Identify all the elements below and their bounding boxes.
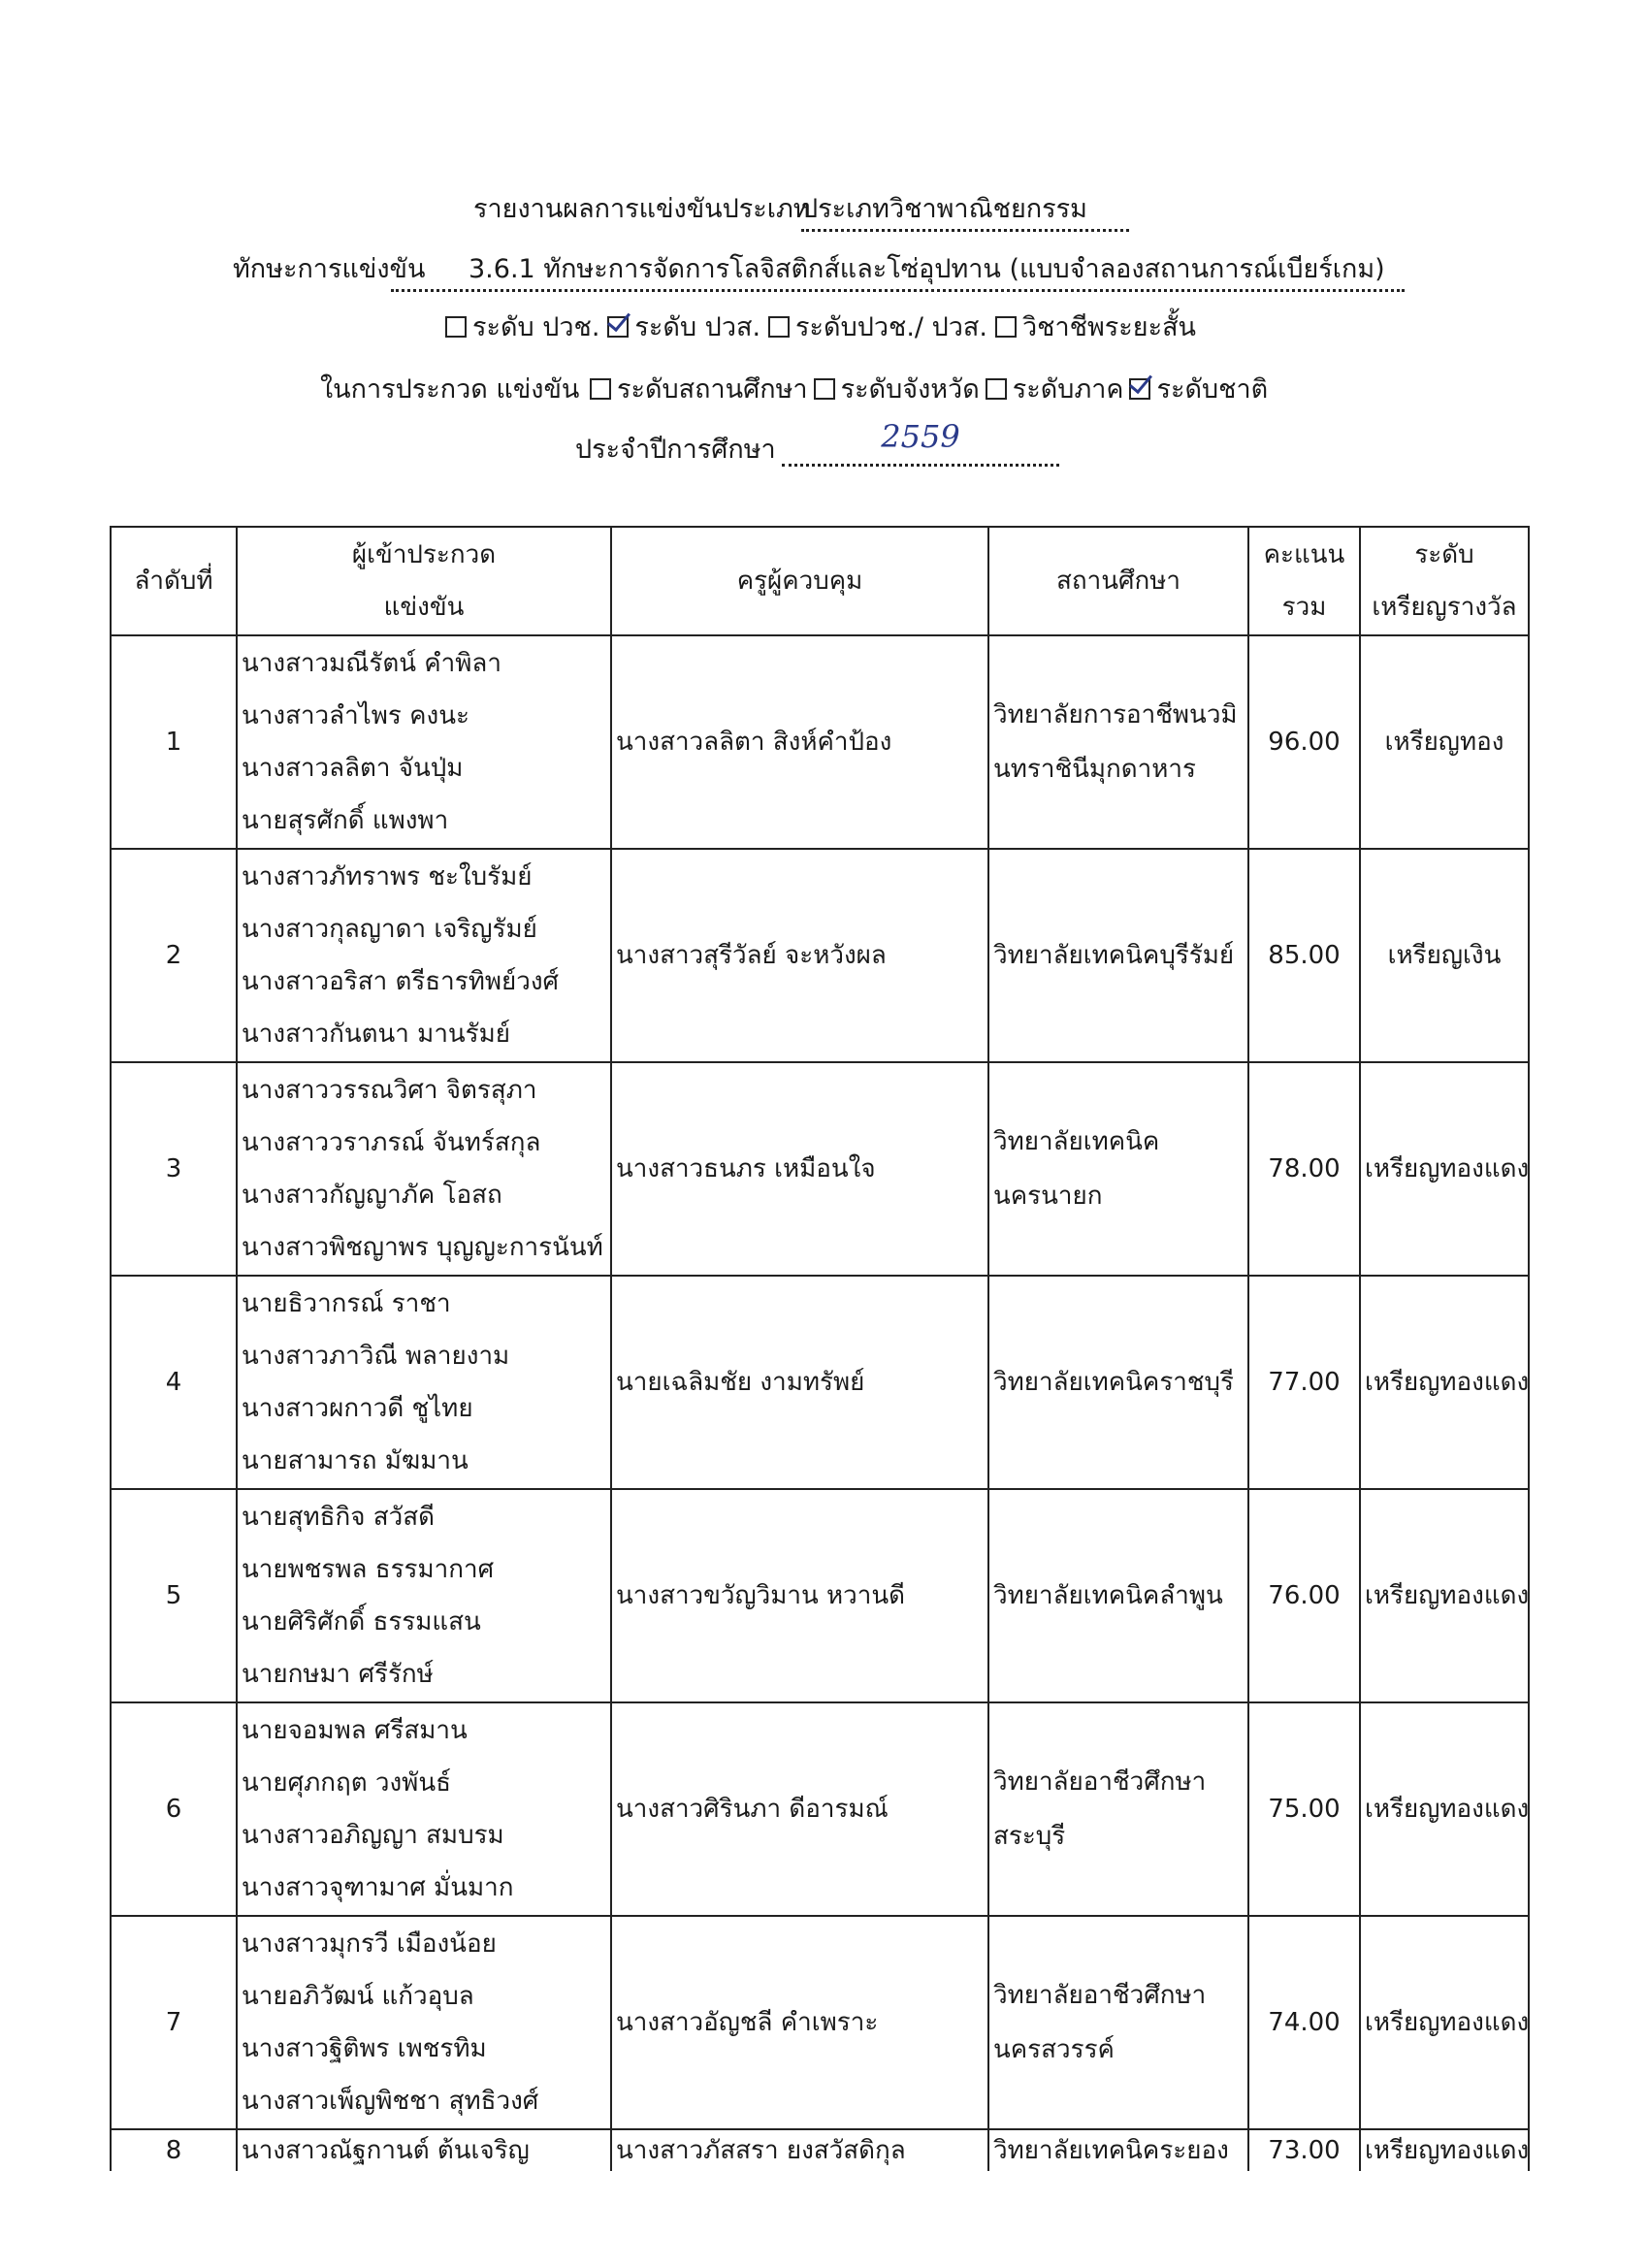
academic-year-label: ประจำปีการศึกษา bbox=[575, 435, 776, 465]
header-order: ลำดับที่ bbox=[111, 527, 237, 635]
competitor-name: นายอภิวัฒน์ แก้วอุบล bbox=[242, 1982, 474, 2011]
cell-competitors bbox=[237, 1276, 611, 1489]
cell-competitors bbox=[237, 1916, 611, 2129]
competitor-name: นางสาวภัทราพร ชะใบรัมย์ bbox=[242, 862, 533, 891]
cell-teacher: นางสาวอัญชลี คำเพราะ bbox=[611, 1916, 988, 2129]
competitor-name: นายสุรศักดิ์ แพงพา bbox=[242, 806, 449, 835]
school-name-line: นครนายก bbox=[993, 1182, 1103, 1211]
competitor-name: นางสาวลำไพร คงนะ bbox=[242, 701, 469, 730]
competition-level-option-label: ระดับสถานศึกษา bbox=[617, 374, 808, 405]
checked-box-icon bbox=[607, 316, 629, 338]
cell-order: 7 bbox=[111, 1916, 237, 2129]
table-row bbox=[111, 849, 1529, 1062]
header-award: ระดับ เหรียญรางวัล bbox=[1360, 527, 1529, 635]
cell-order: 3 bbox=[111, 1062, 237, 1276]
cell-competitors bbox=[237, 1489, 611, 1702]
cell-teacher: นางสาวลลิตา สิงห์คำป้อง bbox=[611, 635, 988, 849]
cell-award: เหรียญทองแดง bbox=[1360, 1916, 1529, 2129]
cell-award: เหรียญทองแดง bbox=[1360, 1062, 1529, 1276]
competition-level-option-label: ระดับภาค bbox=[1012, 374, 1124, 405]
competition-level-option-label: ระดับชาติ bbox=[1156, 374, 1269, 405]
competitor-name: นายจอมพล ศรีสมาน bbox=[242, 1716, 468, 1745]
results-table bbox=[110, 526, 1530, 2171]
cell-school bbox=[988, 635, 1248, 849]
competitor-name: นางสาวมุกรวี เมืองน้อย bbox=[242, 1929, 497, 1959]
competitor-name: นายธิวากรณ์ ราชา bbox=[242, 1289, 451, 1318]
cell-score: 76.00 bbox=[1248, 1489, 1360, 1702]
competitor-name: นางสาวภาวิณี พลายงาม bbox=[242, 1342, 510, 1371]
competitor-name: นางสาวกันตนา มานรัมย์ bbox=[242, 1020, 511, 1049]
cell-award: เหรียญเงิน bbox=[1360, 849, 1529, 1062]
skill-value: 3.6.1 ทักษะการจัดการโลจิสติกส์และโซ่อุปทาน (แบบจำลองสถานการณ์เบียร์เกม) bbox=[391, 250, 1405, 292]
empty-box-icon bbox=[814, 378, 835, 400]
table-row bbox=[111, 1276, 1529, 1489]
cell-score: 77.00 bbox=[1248, 1276, 1360, 1489]
table-row bbox=[111, 1062, 1529, 1276]
cell-award: เหรียญทอง bbox=[1360, 635, 1529, 849]
cell-teacher: นางสาวศิรินภา ดีอารมณ์ bbox=[611, 1702, 988, 1916]
school-name-line: วิทยาลัยเทคนิคระยอง bbox=[993, 2136, 1229, 2165]
cell-order: 5 bbox=[111, 1489, 237, 1702]
competitor-name: นางสาวกุลญาดา เจริญรัมย์ bbox=[242, 915, 537, 944]
competitor-name: นางสาวลลิตา จันปุ่ม bbox=[242, 754, 464, 783]
competitor-name: นายศุภกฤต วงพันธ์ bbox=[242, 1768, 451, 1798]
competitor-name: นางสาวผกาวดี ชูไทย bbox=[242, 1394, 473, 1423]
cell-school bbox=[988, 2129, 1248, 2171]
competitor-name: นายสามารถ มัฆมาน bbox=[242, 1446, 469, 1475]
level-option-label: ระดับ ปวช. bbox=[471, 312, 600, 342]
competition-label: ในการประกวด แข่งขัน bbox=[320, 374, 580, 405]
level-option-label: ระดับปวช./ ปวส. bbox=[795, 312, 987, 342]
level-option-label: วิชาชีพระยะสั้น bbox=[1021, 312, 1197, 342]
cell-school bbox=[988, 1702, 1248, 1916]
school-name-line: วิทยาลัยเทคนิคลำพูน bbox=[993, 1581, 1223, 1610]
competitor-name: นายพชรพล ธรรมากาศ bbox=[242, 1555, 495, 1584]
competitor-name: นางสาวมณีรัตน์ คำพิลา bbox=[242, 649, 501, 678]
competitor-name: นางสาวกัญญาภัค โอสถ bbox=[242, 1181, 502, 1210]
competitor-name: นางสาววราภรณ์ จันทร์สกุล bbox=[242, 1128, 541, 1157]
competitor-name: นางสาวอริสา ตรีธารทิพย์วงศ์ bbox=[242, 967, 560, 996]
school-name-line: วิทยาลัยอาชีวศึกษา bbox=[993, 1767, 1207, 1797]
cell-award: เหรียญทองแดง bbox=[1360, 2129, 1529, 2171]
empty-box-icon bbox=[768, 316, 790, 338]
competitor-name: นายกษมา ศรีรักษ์ bbox=[242, 1660, 434, 1689]
cell-school bbox=[988, 1916, 1248, 2129]
table-header-row bbox=[111, 527, 1529, 635]
competitor-name: นางสาวพิชญาพร บุญญะการนันท์ bbox=[242, 1233, 603, 1262]
table-row bbox=[111, 1702, 1529, 1916]
cell-order: 8 bbox=[111, 2129, 237, 2171]
skill-label: ทักษะการแข่งขัน bbox=[233, 254, 426, 284]
competitor-name: นายสุทธิกิจ สวัสดี bbox=[242, 1503, 435, 1532]
competitor-name: นางสาวณัฐกานต์ ต้นเจริญ bbox=[242, 2136, 530, 2165]
cell-school bbox=[988, 849, 1248, 1062]
competitor-name: นางสาวอภิญญา สมบรม bbox=[242, 1821, 504, 1850]
cell-award: เหรียญทองแดง bbox=[1360, 1276, 1529, 1489]
table-row bbox=[111, 635, 1529, 849]
report-title-label: รายงานผลการแข่งขันประเภท bbox=[473, 194, 811, 224]
level-option-1 bbox=[445, 312, 599, 342]
school-name-line: วิทยาลัยอาชีวศึกษา bbox=[993, 1981, 1207, 2010]
cell-score: 78.00 bbox=[1248, 1062, 1360, 1276]
competitor-name: นายศิริศักดิ์ ธรรมแสน bbox=[242, 1607, 481, 1636]
empty-box-icon bbox=[590, 378, 611, 400]
cell-order: 2 bbox=[111, 849, 237, 1062]
cell-order: 6 bbox=[111, 1702, 237, 1916]
school-name-line: วิทยาลัยเทคนิคบุรีรัมย์ bbox=[993, 941, 1235, 970]
cell-competitors bbox=[237, 2129, 611, 2171]
table-row bbox=[111, 1489, 1529, 1702]
cell-competitors bbox=[237, 635, 611, 849]
cell-score: 75.00 bbox=[1248, 1702, 1360, 1916]
school-name-line: นทราชินีมุกดาหาร bbox=[993, 755, 1196, 784]
cell-score: 74.00 bbox=[1248, 1916, 1360, 2129]
report-title-value: ประเภทวิชาพาณิชยกรรม bbox=[801, 190, 1129, 232]
cell-school bbox=[988, 1276, 1248, 1489]
level-options bbox=[0, 308, 1649, 347]
school-name-line: วิทยาลัยการอาชีพนวมิ bbox=[993, 700, 1238, 729]
empty-box-icon bbox=[445, 316, 467, 338]
competitor-name: นางสาวฐิติพร เพชรทิม bbox=[242, 2034, 487, 2063]
header-score: คะแนน รวม bbox=[1248, 527, 1360, 635]
cell-teacher: นางสาวภัสสรา ยงสวัสดิกุล bbox=[611, 2129, 988, 2171]
school-name-line: นครสวรรค์ bbox=[993, 2035, 1115, 2064]
competition-level-option-2 bbox=[814, 374, 980, 405]
checked-box-icon bbox=[1129, 378, 1150, 400]
school-name-line: วิทยาลัยเทคนิค bbox=[993, 1127, 1160, 1156]
cell-teacher: นางสาวสุรีวัลย์ จะหวังผล bbox=[611, 849, 988, 1062]
cell-award: เหรียญทองแดง bbox=[1360, 1489, 1529, 1702]
cell-award: เหรียญทองแดง bbox=[1360, 1702, 1529, 1916]
cell-order: 1 bbox=[111, 635, 237, 849]
academic-year-field bbox=[782, 418, 1059, 467]
empty-box-icon bbox=[986, 378, 1007, 400]
school-name-line: วิทยาลัยเทคนิคราชบุรี bbox=[993, 1368, 1235, 1397]
competition-level-option-1 bbox=[590, 374, 808, 405]
header-teacher: ครูผู้ควบคุม bbox=[611, 527, 988, 635]
competition-level-option-4 bbox=[1129, 374, 1268, 405]
cell-score: 73.00 bbox=[1248, 2129, 1360, 2171]
header-competitor: ผู้เข้าประกวด แข่งขัน bbox=[237, 527, 611, 635]
empty-box-icon bbox=[995, 316, 1017, 338]
competitor-name: นางสาวจุฑามาศ มั่นมาก bbox=[242, 1873, 514, 1902]
level-option-2 bbox=[607, 312, 760, 342]
cell-competitors bbox=[237, 849, 611, 1062]
table-row bbox=[111, 2129, 1529, 2171]
competition-level-option-3 bbox=[986, 374, 1124, 405]
cell-teacher: นางสาวขวัญวิมาน หวานดี bbox=[611, 1489, 988, 1702]
competitor-name: นางสาววรรณวิศา จิตรสุภา bbox=[242, 1076, 537, 1105]
school-name-line: สระบุรี bbox=[993, 1822, 1066, 1851]
cell-score: 96.00 bbox=[1248, 635, 1360, 849]
cell-competitors bbox=[237, 1702, 611, 1916]
competitor-name: นางสาวเพ็ญพิชชา สุทธิวงศ์ bbox=[242, 2087, 539, 2116]
cell-order: 4 bbox=[111, 1276, 237, 1489]
cell-teacher: นายเฉลิมชัย งามทรัพย์ bbox=[611, 1276, 988, 1489]
level-option-3 bbox=[768, 312, 987, 342]
table-row bbox=[111, 1916, 1529, 2129]
academic-year-value: 2559 bbox=[881, 418, 960, 455]
cell-school bbox=[988, 1489, 1248, 1702]
level-option-label: ระดับ ปวส. bbox=[634, 312, 761, 342]
cell-score: 85.00 bbox=[1248, 849, 1360, 1062]
cell-competitors bbox=[237, 1062, 611, 1276]
cell-teacher: นางสาวธนภร เหมือนใจ bbox=[611, 1062, 988, 1276]
level-option-4 bbox=[995, 312, 1196, 342]
competition-level-option-label: ระดับจังหวัด bbox=[840, 374, 980, 405]
cell-school bbox=[988, 1062, 1248, 1276]
header-school: สถานศึกษา bbox=[988, 527, 1248, 635]
